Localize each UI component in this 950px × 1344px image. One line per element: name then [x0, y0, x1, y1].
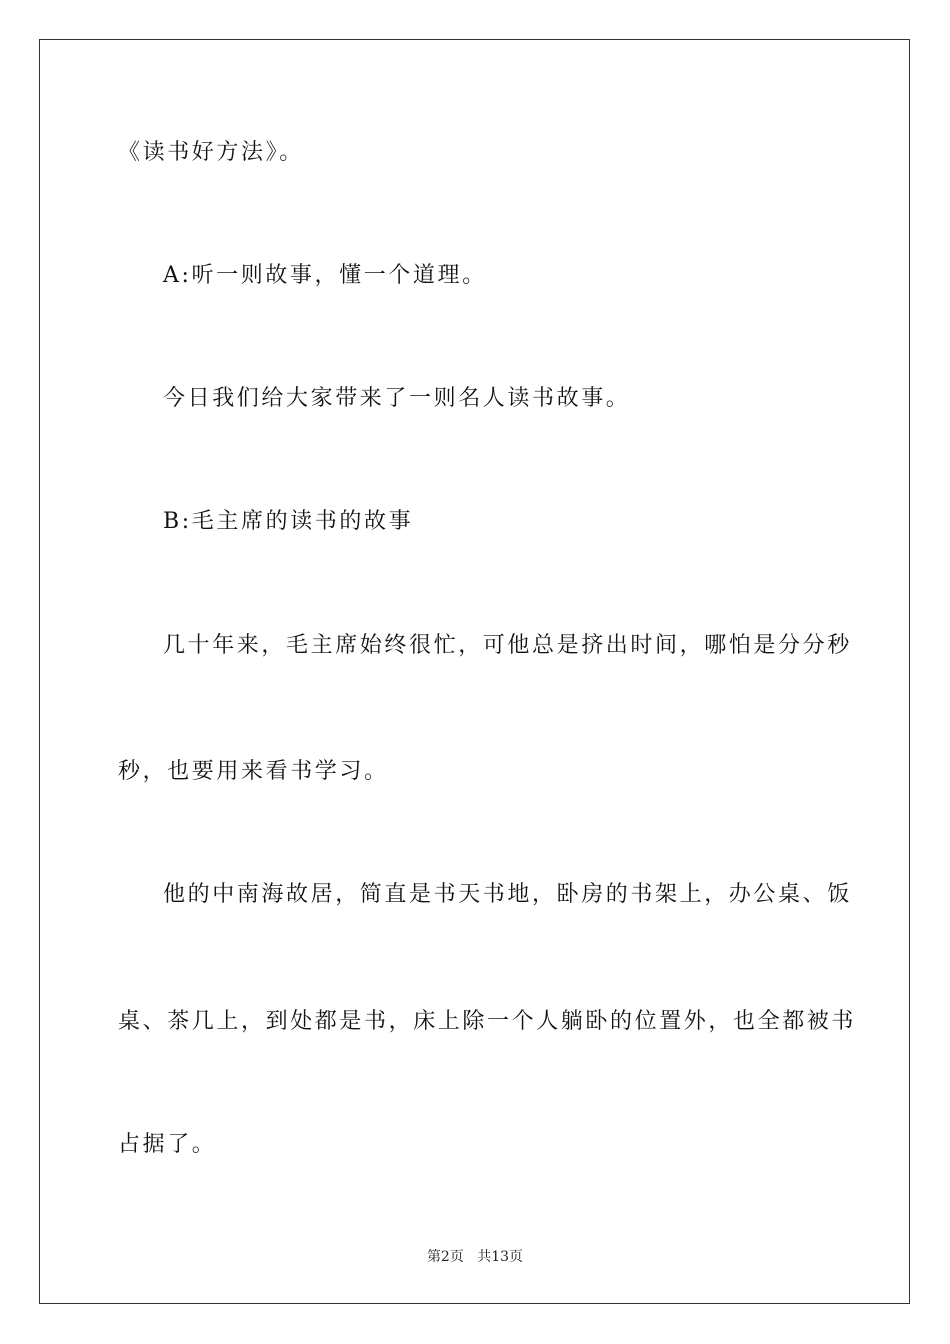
text-line-8: 桌、茶几上，到处都是书，床上除一个人躺卧的位置外，也全都被书	[118, 1009, 857, 1034]
text-line-7: 他的中南海故居，简直是书天书地，卧房的书架上，办公桌、饭	[163, 882, 852, 907]
text-line-5: 几十年来，毛主席始终很忙，可他总是挤出时间，哪怕是分分秒	[163, 633, 852, 658]
page-footer	[0, 1247, 950, 1267]
text-line-9: 占据了。	[118, 1132, 217, 1157]
text-line-2: A:听一则故事，懂一个道理。	[163, 263, 487, 288]
text-line-3: 今日我们给大家带来了一则名人读书故事。	[163, 386, 631, 411]
text-line-1: 《读书好方法》。	[118, 140, 304, 165]
text-line-6: 秒，也要用来看书学习。	[118, 759, 389, 784]
page-border	[39, 39, 910, 1304]
text-line-4: B:毛主席的读书的故事	[163, 509, 414, 534]
current-page-label: 第2页	[426, 1249, 464, 1265]
total-pages-label: 共13页	[477, 1249, 524, 1265]
